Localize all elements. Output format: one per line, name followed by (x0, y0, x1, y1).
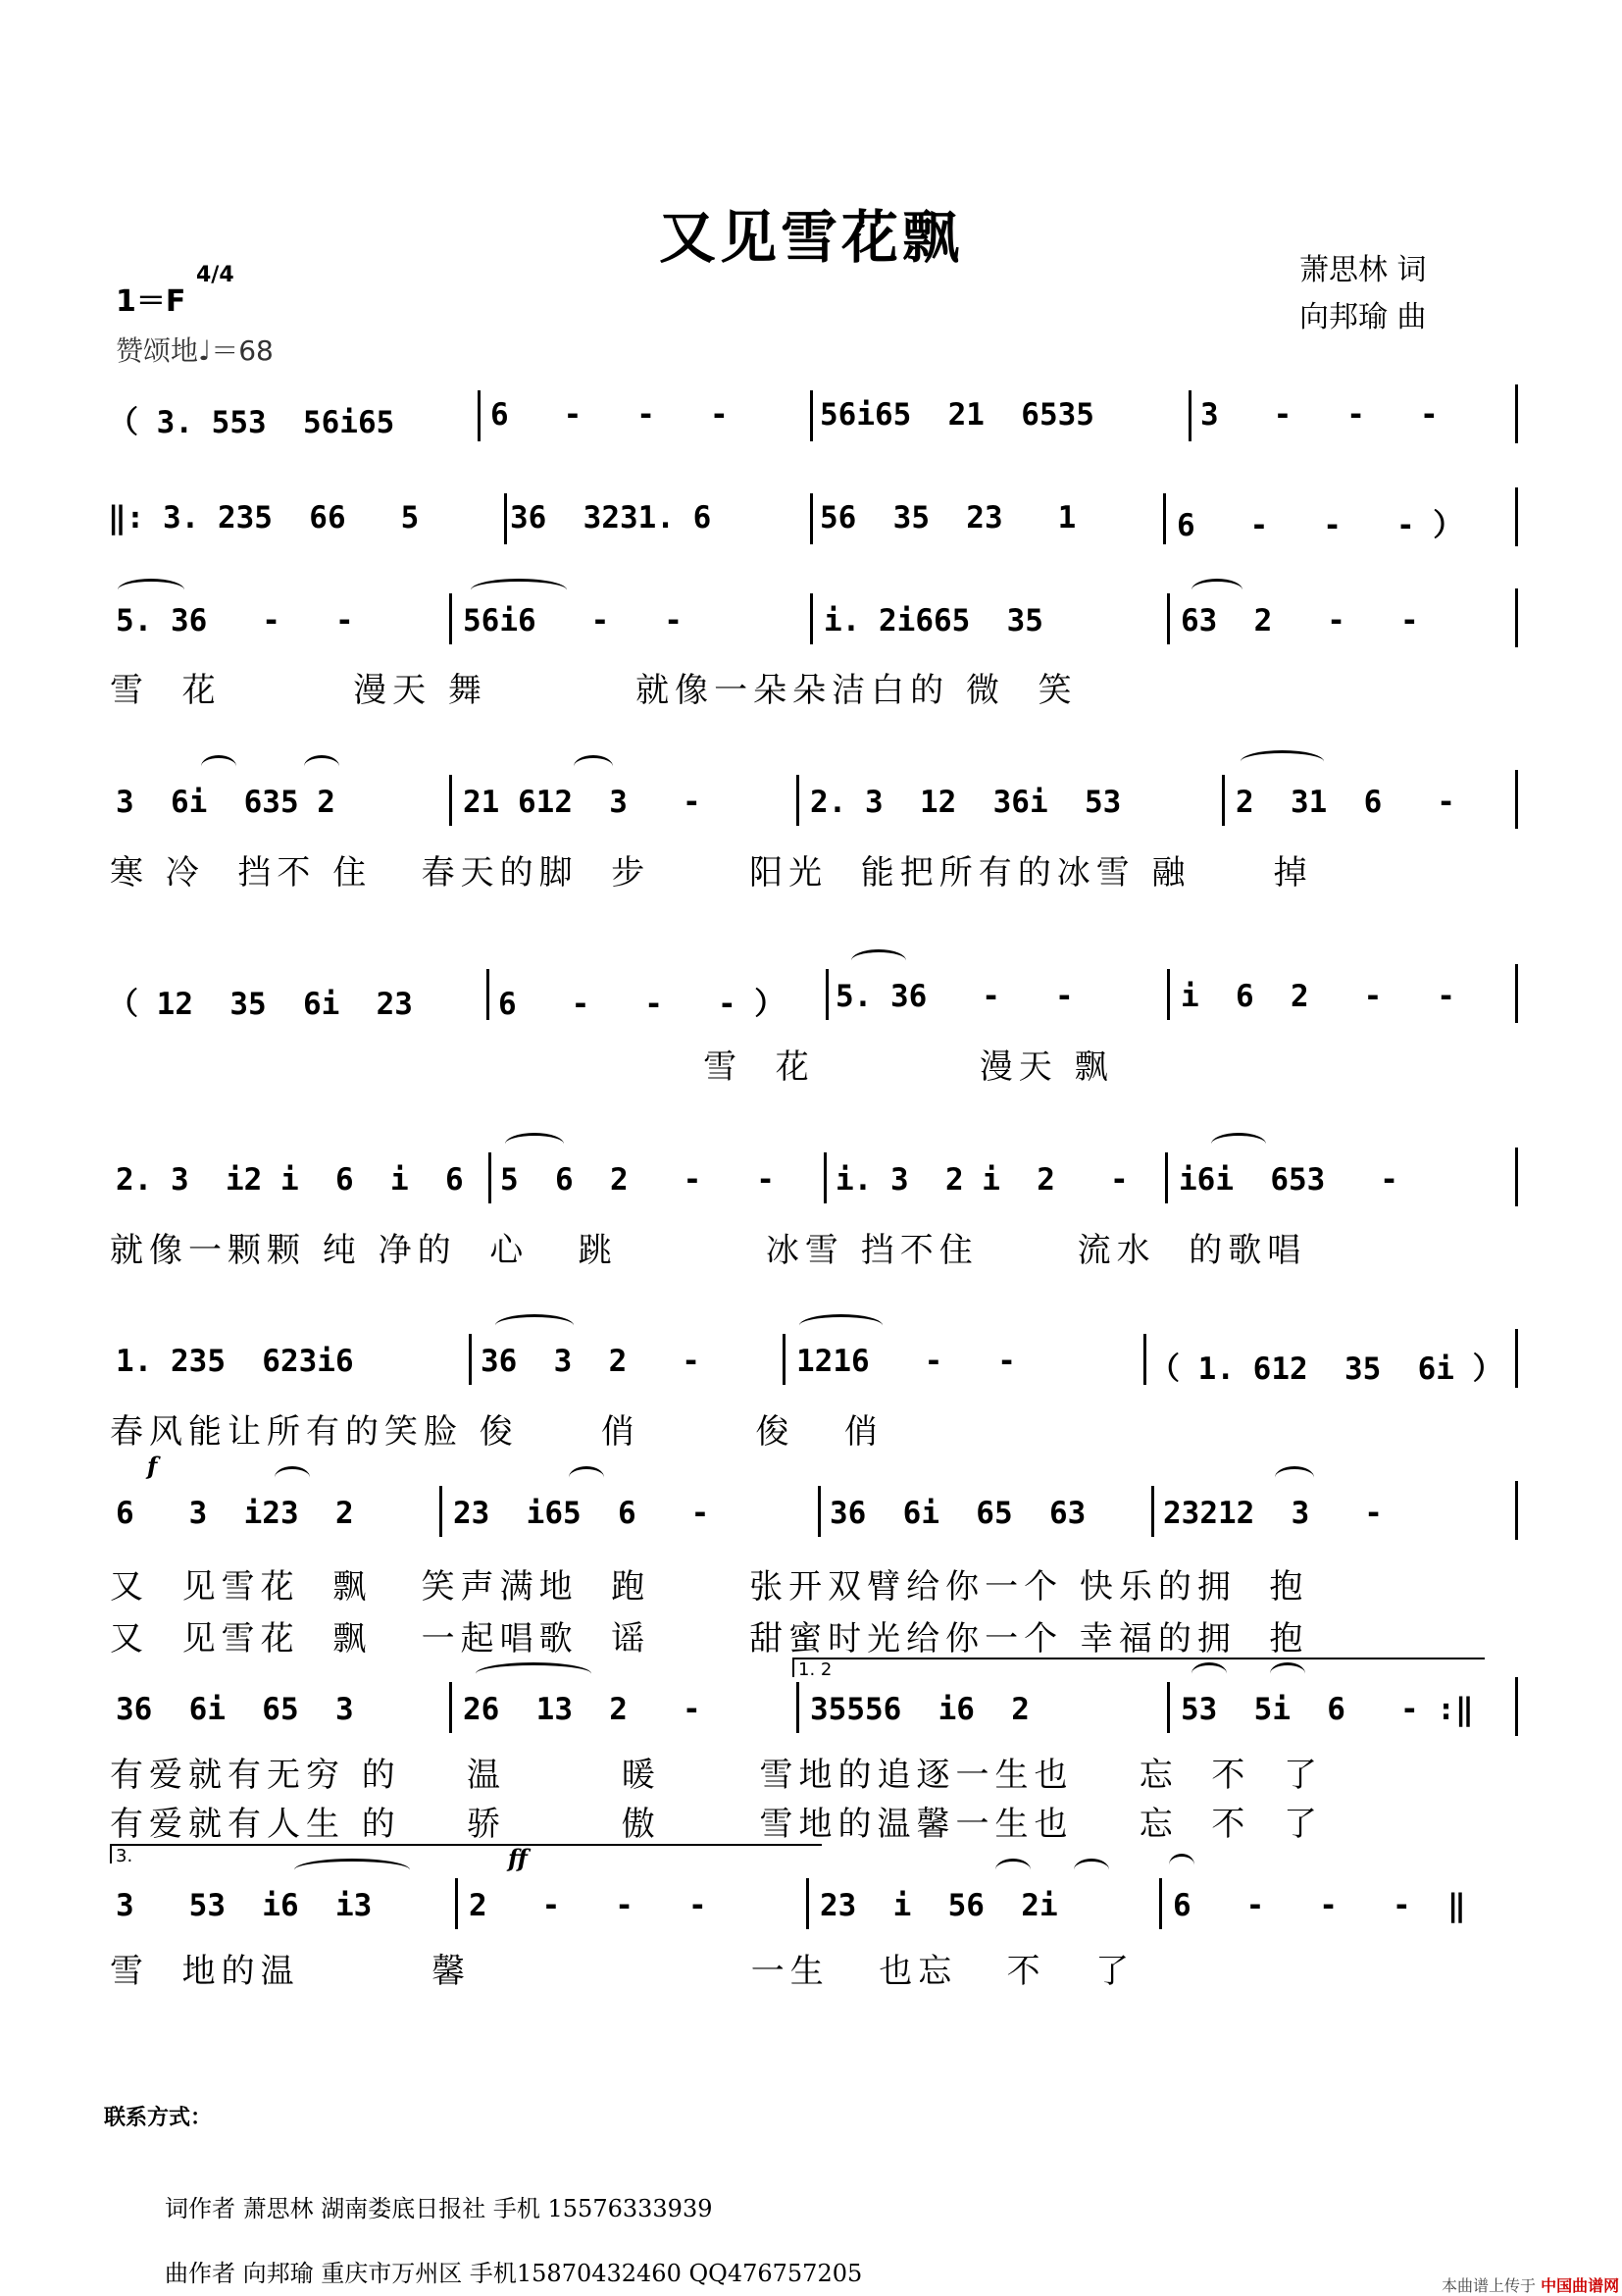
slur (304, 755, 339, 778)
barline (796, 775, 799, 826)
measure: 6 3 i23 2 (116, 1496, 354, 1531)
dynamic-fortissimo: ff (508, 1844, 528, 1872)
measure: 2. 3 i2 i 6 i 6 (116, 1162, 464, 1198)
volta-3: 3. (110, 1844, 822, 1863)
lyrics-line: 又 见雪花 飘 笑声满地 跑 张开双臂给你一个 快乐的拥 抱 (110, 1567, 1309, 1607)
barline (469, 1334, 472, 1385)
measure: 35556 i6 2 (810, 1692, 1030, 1727)
slur (851, 949, 906, 972)
barline (810, 593, 813, 644)
barline (826, 969, 829, 1020)
lyrics-line: 寒 冷 挡不 住 春天的脚 步 阳光 能把所有的冰雪 融 掉 (110, 853, 1313, 893)
barline (783, 1334, 786, 1385)
slur (294, 1859, 410, 1881)
barline (810, 390, 813, 441)
measure: （ 1. 612 35 6i ） (1149, 1352, 1503, 1387)
measure: i. 3 2 i 2 - (836, 1162, 1129, 1198)
score-line-7 (108, 1344, 1520, 1403)
barline (486, 969, 489, 1020)
measure: 56 35 23 1 (820, 500, 1077, 536)
contact-lyricist: 词作者 萧思林 湖南娄底日报社 手机 15576333939 (165, 2195, 713, 2222)
lyrics-line: 有爱就有无穷 的 温 暖 雪地的追逐一生也 忘 不 了 (110, 1756, 1323, 1795)
measure: 2 31 6 - (1236, 785, 1455, 820)
measure: 23212 3 - (1163, 1496, 1383, 1531)
measure: i 6 2 - - (1181, 979, 1455, 1014)
barline (1222, 775, 1225, 826)
measure: 36 3231. 6 (510, 500, 712, 536)
barline (488, 1152, 491, 1203)
slur (476, 1662, 591, 1685)
measure: 23 i 56 2i (820, 1888, 1058, 1923)
slur (1275, 1466, 1314, 1489)
song-title: 又见雪花飘 (658, 204, 963, 271)
slur (471, 579, 567, 601)
lyrics-line: 就像一颗颗 纯 净的 心 跳 冰雪 挡不住 流水 的歌唱 (110, 1231, 1307, 1270)
barline (1167, 1682, 1170, 1733)
slur (574, 755, 613, 778)
measure: 6 - - - (490, 397, 729, 433)
slur (1074, 1859, 1109, 1881)
barline (1515, 1677, 1518, 1736)
slur (569, 1466, 604, 1489)
measure: 1216 - - (796, 1344, 1016, 1379)
slur (118, 579, 184, 601)
barline (449, 1682, 452, 1733)
measure: 36 3 2 - (481, 1344, 700, 1379)
measure: 3 - - - (1200, 397, 1439, 433)
barline (1515, 1329, 1518, 1388)
slur (505, 1133, 564, 1155)
contact-composer: 曲作者 向邦瑜 重庆市万州区 手机15870432460 QQ476757205 (165, 2260, 863, 2287)
measure: 5. 36 - - (836, 979, 1074, 1014)
barline (1167, 969, 1170, 1020)
barline (504, 493, 507, 544)
score-line-2 (108, 500, 1520, 559)
lyrics-line: 雪 花 漫天 飘 (110, 1047, 1114, 1087)
measure: 23 i65 6 - (453, 1496, 710, 1531)
measure: 21 612 3 - (463, 785, 701, 820)
lyrics-line: 又 见雪花 飘 一起唱歌 谣 甜蜜时光给你一个 幸福的拥 抱 (110, 1619, 1309, 1658)
measure: 53 5i 6 - :‖ (1181, 1692, 1474, 1727)
measure: 56i65 21 6535 (820, 397, 1094, 433)
score-line-8 (108, 1496, 1520, 1555)
barline (1515, 588, 1518, 647)
measure: 36 6i 65 63 (830, 1496, 1087, 1531)
lyrics-line: 雪 地的温 馨 一生 也忘 不 了 (110, 1952, 1136, 1991)
score-line-6 (108, 1162, 1520, 1221)
slur (275, 1466, 310, 1489)
measure: 2. 3 12 36i 53 (810, 785, 1122, 820)
measure: i6i 653 - (1179, 1162, 1398, 1198)
slur (799, 1314, 883, 1337)
slur (495, 1314, 574, 1337)
measure: 36 6i 65 3 (116, 1692, 354, 1727)
measure: 2 - - - (469, 1888, 707, 1923)
barline (1167, 593, 1170, 644)
lyrics-line: 有爱就有人生 的 骄 傲 雪地的温馨一生也 忘 不 了 (110, 1805, 1323, 1844)
barline (1515, 384, 1518, 443)
barline (1163, 493, 1166, 544)
measure: （ 3. 553 56i65 (108, 405, 395, 440)
barline (1515, 964, 1518, 1023)
score-line-1 (108, 397, 1520, 456)
measure: 3 53 i6 i3 (116, 1888, 373, 1923)
measure: 56i6 - - (463, 603, 683, 638)
measure: ‖: 3. 235 66 5 (108, 500, 420, 536)
measure: 6 - - - ） (1177, 508, 1464, 543)
measure: 6 - - - ） (498, 987, 786, 1022)
score-line-4 (108, 785, 1520, 843)
score-line-9 (108, 1692, 1520, 1751)
barline (1515, 1148, 1518, 1206)
fermata (1169, 1854, 1194, 1876)
barline (824, 1152, 827, 1203)
barline (1159, 1878, 1162, 1929)
time-signature: 4/4 (196, 263, 234, 287)
measure: 3 6i 635 2 (116, 785, 335, 820)
measure: 5 6 2 - - (500, 1162, 775, 1198)
barline (1143, 1334, 1146, 1385)
key-signature: 1＝F (116, 284, 186, 319)
lyrics-line: 雪 花 漫天 舞 就像一朵朵洁白的 微 笑 (110, 671, 1078, 710)
barline (1515, 1481, 1518, 1540)
composer-credit: 向邦瑜 曲 (1299, 300, 1427, 334)
measure: 1. 235 623i6 (116, 1344, 354, 1379)
slur (1191, 1662, 1227, 1685)
score-line-10 (108, 1888, 1520, 1947)
contact-heading: 联系方式： (104, 2105, 213, 2130)
measure: 6 - - - ‖ (1173, 1888, 1466, 1923)
slur (1191, 579, 1242, 601)
barline (455, 1878, 458, 1929)
barline (806, 1878, 809, 1929)
slur (1241, 750, 1324, 773)
barline (449, 593, 452, 644)
barline (1165, 1152, 1168, 1203)
barline (449, 775, 452, 826)
slur (995, 1859, 1031, 1881)
lyricist-credit: 萧思林 词 (1299, 253, 1427, 287)
measure: 26 13 2 - (463, 1692, 701, 1727)
barline (810, 493, 813, 544)
dynamic-forte: f (147, 1452, 158, 1480)
slur (1211, 1133, 1266, 1155)
tempo-marking: 赞颂地♩＝68 (116, 334, 274, 367)
barline (818, 1486, 821, 1537)
site-watermark: 本曲谱上传于 中国曲谱网 (1442, 2276, 1620, 2295)
barline (1515, 487, 1518, 546)
barline (1189, 390, 1191, 441)
lyrics-line: 春风能让所有的笑脸 俊 俏 俊 俏 (110, 1412, 884, 1452)
barline (796, 1682, 799, 1733)
score-line-5 (108, 979, 1520, 1038)
slur (201, 755, 236, 778)
measure: 5. 36 - - (116, 603, 354, 638)
slur (1270, 1662, 1305, 1685)
score-line-3 (108, 603, 1520, 662)
barline (1515, 770, 1518, 829)
barline (478, 390, 481, 441)
measure: 63 2 - - (1181, 603, 1419, 638)
barline (439, 1486, 442, 1537)
measure: （ 12 35 6i 23 (108, 987, 413, 1022)
measure: i. 2i665 35 (824, 603, 1043, 638)
barline (1151, 1486, 1154, 1537)
volta-1-2: 1. 2 (792, 1658, 1485, 1677)
